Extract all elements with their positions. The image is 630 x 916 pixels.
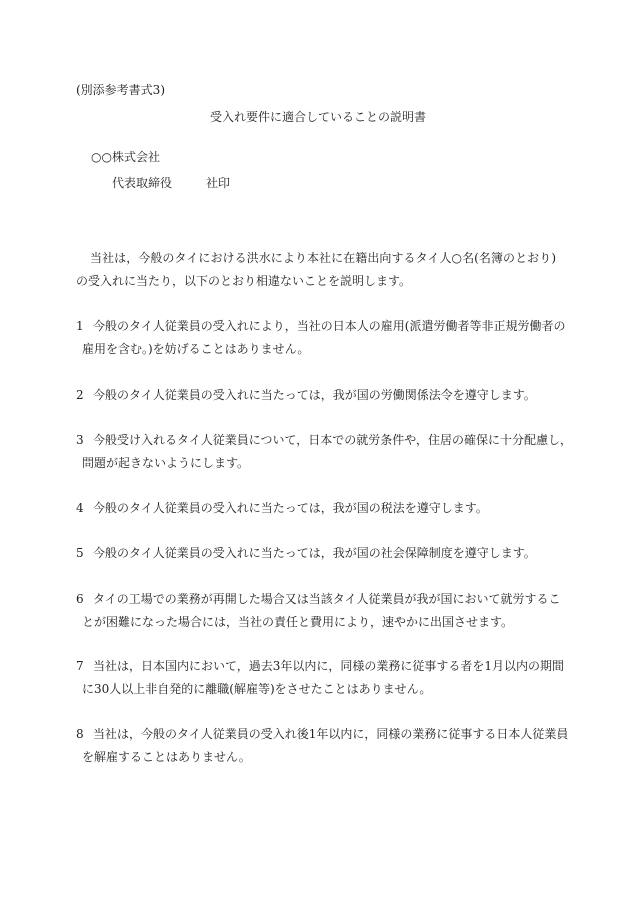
item-text-line: 雇用を含む。)を妨げることはありません。: [82, 342, 310, 356]
document-title: 受入れ要件に適合していることの説明書: [210, 110, 427, 124]
item-text-line: タイの工場での業務が再開した場合又は当該タイ人従業員が我が国において就労するこ: [93, 592, 561, 606]
item-number: 5: [76, 546, 84, 560]
company-name: ○○株式会社: [91, 150, 160, 164]
item-text-line: 当社は，今般のタイ人従業員の受入れ後1年以内に，同様の業務に従事する日本人従業員: [93, 727, 569, 741]
item-number: 2: [76, 388, 84, 402]
item-number: 8: [76, 727, 84, 741]
item-text-line: 今般受け入れるタイ人従業員について，日本での就労条件や，住居の確保に十分配慮し，: [93, 433, 573, 447]
item-text-line: 今般のタイ人従業員の受入れにより，当社の日本人の雇用(派遣労働者等非正規労働者の: [93, 319, 566, 333]
item-text-line: を解雇することはありません。: [82, 750, 251, 764]
item-number: 4: [76, 501, 84, 515]
item-number: 1: [76, 319, 84, 333]
item-text-line: 今般のタイ人従業員の受入れに当たっては，我が国の労働関係法令を遵守します。: [93, 388, 536, 402]
item-text-line: 今般のタイ人従業員の受入れに当たっては，我が国の税法を遵守します。: [93, 501, 488, 515]
item-text-line: 今般のタイ人従業員の受入れに当たっては，我が国の社会保障制度を遵守します。: [93, 546, 536, 560]
item-text-line: に30人以上非自発的に離職(解雇等)をさせたことはありません。: [82, 682, 432, 696]
item-number: 3: [76, 433, 84, 447]
item-text-line: 問題が起きないようにします。: [82, 456, 250, 470]
item-number: 7: [76, 659, 84, 673]
intro-line-2: の受入れに当たり，以下のとおり相違ないことを説明します。: [76, 274, 412, 288]
intro-line-1: 当社は，今般のタイにおける洪水により本社に在籍出向するタイ人○名(名簿のとおり): [90, 251, 556, 265]
representative-title: 代表取締役: [112, 176, 173, 190]
item-text-line: とが困難になった場合には，当社の責任と費用により，速やかに出国させます。: [82, 615, 514, 629]
company-seal: 社印: [206, 176, 231, 190]
item-number: 6: [76, 592, 84, 606]
form-label: (別添参考書式3): [76, 83, 165, 97]
item-text-line: 当社は，日本国内において，過去3年以内に，同様の業務に従事する者を1月以内の期間: [93, 659, 565, 673]
